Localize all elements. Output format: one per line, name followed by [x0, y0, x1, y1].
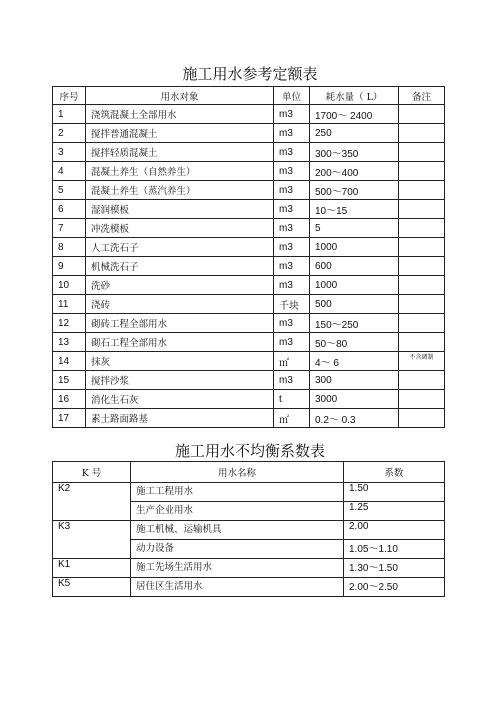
- row-index: 6: [53, 200, 86, 219]
- table-row: [53, 333, 445, 352]
- row-index: 17: [53, 409, 86, 428]
- row-remark: [399, 124, 445, 143]
- row-index: 15: [53, 371, 86, 390]
- row-consumption: 200～400: [310, 162, 399, 181]
- row-index: 9: [53, 257, 86, 276]
- row-object: 浇筑混凝土全部用水: [86, 105, 274, 124]
- table-row: [53, 371, 445, 390]
- row-index: 14: [53, 352, 86, 371]
- coefficient-cell: 2.00: [344, 521, 445, 540]
- row-unit: m3: [274, 238, 310, 257]
- row-index: 11: [53, 295, 86, 314]
- row-unit: m3: [274, 200, 310, 219]
- row-object: 人工洗石子: [86, 238, 274, 257]
- water-use-name-cell: 施工机械、运输机具: [131, 521, 344, 540]
- row-index: 3: [53, 143, 86, 162]
- row-unit: m3: [274, 371, 310, 390]
- row-remark: [399, 200, 445, 219]
- k-number-cell: K1: [53, 559, 131, 578]
- row-object: 浇砖: [86, 295, 274, 314]
- row-index: 1: [53, 105, 86, 124]
- table-row: [53, 483, 445, 502]
- row-unit: m3: [274, 162, 310, 181]
- coefficient-cell: 1.25: [344, 502, 445, 521]
- row-index: 5: [53, 181, 86, 200]
- row-unit: m3: [274, 181, 310, 200]
- row-object: 素土路面路基: [86, 409, 274, 428]
- header-index: 序号: [53, 87, 86, 105]
- row-unit: m3: [274, 257, 310, 276]
- row-remark: [399, 314, 445, 333]
- k-number-cell: K5: [53, 578, 131, 597]
- row-remark: [399, 181, 445, 200]
- row-object: 搅拌普通混凝土: [86, 124, 274, 143]
- row-index: 10: [53, 276, 86, 295]
- header-unit: 单位: [274, 87, 310, 105]
- table-row: [53, 257, 445, 276]
- row-index: 7: [53, 219, 86, 238]
- imbalance-coefficient-table: [52, 461, 445, 597]
- row-consumption: 50～80: [310, 333, 399, 352]
- header-object: 用水对象: [86, 87, 274, 105]
- row-unit: m3: [274, 314, 310, 333]
- k-number-cell: K2: [53, 483, 131, 521]
- table-row: [53, 409, 445, 428]
- row-remark: [399, 390, 445, 409]
- row-unit: t: [274, 390, 310, 409]
- row-consumption: 0.2～ 0.3: [310, 409, 399, 428]
- coefficient-cell: 1.05～1.10: [344, 540, 445, 559]
- table-row: [53, 295, 445, 314]
- row-unit: ㎡: [274, 409, 310, 428]
- imbalance-coefficient-table-title: 施工用水不均衡系数表: [174, 442, 325, 460]
- row-consumption: 300: [310, 371, 399, 390]
- row-consumption: 300～350: [310, 143, 399, 162]
- row-remark: [399, 333, 445, 352]
- water-use-name-cell: 施工先场生活用水: [131, 559, 344, 578]
- row-consumption: 250: [310, 124, 399, 143]
- row-object: 搅拌沙浆: [86, 371, 274, 390]
- row-object: 湿润模板: [86, 200, 274, 219]
- water-use-name-cell: 居住区生活用水: [131, 578, 344, 597]
- table-row: [53, 124, 445, 143]
- row-object: 消化生石灰: [86, 390, 274, 409]
- row-consumption: 500: [310, 295, 399, 314]
- row-remark: [399, 371, 445, 390]
- row-unit: m3: [274, 276, 310, 295]
- k-number-cell: K3: [53, 521, 131, 559]
- coefficient-cell: 1.50: [344, 483, 445, 502]
- table-row: [53, 578, 445, 597]
- row-unit: m3: [274, 143, 310, 162]
- row-object: 混凝土养生（自然养生）: [86, 162, 274, 181]
- row-index: 2: [53, 124, 86, 143]
- row-index: 16: [53, 390, 86, 409]
- row-consumption: 10～15: [310, 200, 399, 219]
- row-unit: m3: [274, 333, 310, 352]
- header-consumption: 耗水量（ L）: [310, 87, 399, 105]
- row-object: 洗砂: [86, 276, 274, 295]
- table-row: [53, 352, 445, 371]
- row-remark: [399, 219, 445, 238]
- row-object: 机械洗石子: [86, 257, 274, 276]
- table-header-row: [53, 87, 445, 105]
- header-water-use-name: 用水名称: [131, 462, 344, 483]
- table-row: [53, 238, 445, 257]
- table-row: [53, 559, 445, 578]
- row-consumption: 3000: [310, 390, 399, 409]
- row-consumption: 600: [310, 257, 399, 276]
- row-object: 混凝土养生（蒸汽养生）: [86, 181, 274, 200]
- table-row: [53, 105, 445, 124]
- water-quota-table: [52, 86, 445, 428]
- row-remark: [399, 143, 445, 162]
- table-row: [53, 521, 445, 540]
- row-unit: m3: [274, 105, 310, 124]
- row-consumption: 4～ 6: [310, 352, 399, 371]
- row-index: 4: [53, 162, 86, 181]
- row-object: 搅拌轻质混凝土: [86, 143, 274, 162]
- row-consumption: 500～700: [310, 181, 399, 200]
- row-object: 抹灰: [86, 352, 274, 371]
- table-row: [53, 162, 445, 181]
- row-remark: [399, 105, 445, 124]
- table-row: [53, 143, 445, 162]
- header-coefficient: 系数: [344, 462, 445, 483]
- table-row: [53, 314, 445, 333]
- table-row: [53, 219, 445, 238]
- row-index: 8: [53, 238, 86, 257]
- row-unit: m3: [274, 124, 310, 143]
- row-unit: 千块: [274, 295, 310, 314]
- coefficient-cell: 1.30～1.50: [344, 559, 445, 578]
- row-remark: [399, 162, 445, 181]
- table-row: [53, 200, 445, 219]
- row-remark: [399, 257, 445, 276]
- row-remark: [399, 409, 445, 428]
- row-remark: [399, 276, 445, 295]
- water-use-name-cell: 生产企业用水: [131, 502, 344, 521]
- row-consumption: 1700～ 2400: [310, 105, 399, 124]
- row-remark: [399, 238, 445, 257]
- table-row: [53, 181, 445, 200]
- row-object: 砌石工程全部用水: [86, 333, 274, 352]
- water-quota-table-title: 施工用水参考定额表: [182, 65, 318, 83]
- row-consumption: 1000: [310, 238, 399, 257]
- row-object: 砌砖工程全部用水: [86, 314, 274, 333]
- water-use-name-cell: 施工工程用水: [131, 483, 344, 502]
- table-row: [53, 276, 445, 295]
- header-remark: 备注: [399, 87, 445, 105]
- header-k-number: K 号: [53, 462, 131, 483]
- row-index: 13: [53, 333, 86, 352]
- row-index: 12: [53, 314, 86, 333]
- water-use-name-cell: 动力设备: [131, 540, 344, 559]
- table-row: [53, 390, 445, 409]
- row-object: 冲洗模板: [86, 219, 274, 238]
- row-remark: 不含调制: [399, 352, 445, 371]
- coefficient-cell: 2.00～2.50: [344, 578, 445, 597]
- row-remark: [399, 295, 445, 314]
- row-consumption: 1000: [310, 276, 399, 295]
- row-consumption: 150～250: [310, 314, 399, 333]
- row-consumption: 5: [310, 219, 399, 238]
- table-header-row: [53, 462, 445, 483]
- row-unit: m3: [274, 219, 310, 238]
- row-unit: ㎡: [274, 352, 310, 371]
